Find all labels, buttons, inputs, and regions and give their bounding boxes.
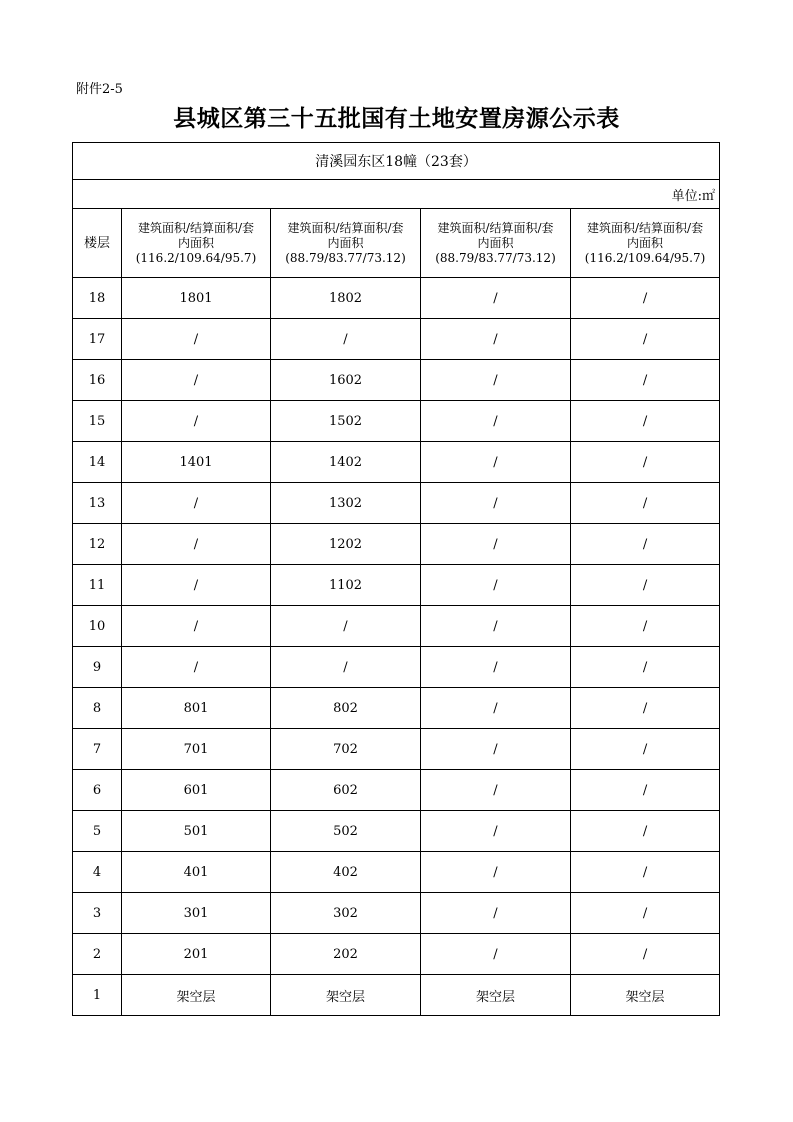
unit-cell: /	[122, 565, 271, 606]
floor-cell: 15	[73, 401, 122, 442]
unit-cell: /	[122, 647, 271, 688]
unit-cell: /	[122, 360, 271, 401]
unit-label: 单位:㎡	[73, 180, 720, 209]
unit-cell: /	[421, 934, 571, 975]
header-col4-line3: (116.2/109.64/95.7)	[584, 250, 706, 265]
header-col4	[571, 209, 720, 278]
unit-cell: /	[421, 483, 571, 524]
header-col3	[421, 209, 571, 278]
unit-cell: 1302	[271, 483, 421, 524]
unit-cell: /	[571, 565, 720, 606]
unit-cell: 1401	[122, 442, 271, 483]
unit-cell: 架空层	[571, 975, 720, 1016]
unit-cell: /	[271, 319, 421, 360]
floor-cell: 5	[73, 811, 122, 852]
unit-cell: 601	[122, 770, 271, 811]
header-col4-line2: 内面积	[627, 235, 664, 250]
floor-cell: 14	[73, 442, 122, 483]
unit-cell: /	[571, 483, 720, 524]
table-row	[73, 729, 720, 770]
unit-cell: 1102	[271, 565, 421, 606]
unit-cell: /	[122, 606, 271, 647]
floor-cell: 11	[73, 565, 122, 606]
table-row	[73, 647, 720, 688]
table-row	[73, 811, 720, 852]
unit-cell: /	[421, 524, 571, 565]
unit-cell: /	[421, 729, 571, 770]
floor-cell: 8	[73, 688, 122, 729]
header-col4-line1: 建筑面积/结算面积/套	[586, 220, 704, 235]
unit-cell: /	[421, 401, 571, 442]
header-col3-line1: 建筑面积/结算面积/套	[437, 220, 554, 235]
unit-cell: 架空层	[421, 975, 571, 1016]
unit-cell: /	[421, 319, 571, 360]
floor-cell: 2	[73, 934, 122, 975]
unit-cell: /	[571, 606, 720, 647]
table-row	[73, 319, 720, 360]
unit-cell: /	[571, 811, 720, 852]
unit-cell: 1802	[271, 278, 421, 319]
unit-cell: 202	[271, 934, 421, 975]
table-row	[73, 360, 720, 401]
table-row	[73, 278, 720, 319]
housing-table	[72, 142, 720, 1016]
unit-cell: 701	[122, 729, 271, 770]
unit-cell: 1801	[122, 278, 271, 319]
header-col3-line2: 内面积	[477, 235, 514, 250]
floor-cell: 1	[73, 975, 122, 1016]
unit-cell: 架空层	[122, 975, 271, 1016]
table-row	[73, 893, 720, 934]
table-row	[73, 401, 720, 442]
header-col1	[122, 209, 271, 278]
unit-cell: 201	[122, 934, 271, 975]
table-row	[73, 442, 720, 483]
floor-cell: 10	[73, 606, 122, 647]
unit-cell: /	[421, 360, 571, 401]
table-row	[73, 688, 720, 729]
unit-cell: /	[421, 893, 571, 934]
floor-cell: 17	[73, 319, 122, 360]
table-row	[73, 975, 720, 1016]
unit-cell: 802	[271, 688, 421, 729]
header-col1-line2: 内面积	[177, 235, 214, 250]
header-row	[73, 209, 720, 278]
floor-cell: 12	[73, 524, 122, 565]
table-subtitle: 清溪园东区18幢（23套）	[73, 143, 720, 180]
unit-cell: /	[571, 729, 720, 770]
unit-cell: /	[122, 319, 271, 360]
header-col1-line3: (116.2/109.64/95.7)	[135, 250, 257, 265]
unit-cell: /	[571, 688, 720, 729]
unit-cell: 1202	[271, 524, 421, 565]
unit-cell: 401	[122, 852, 271, 893]
unit-cell: /	[571, 319, 720, 360]
table-row	[73, 483, 720, 524]
unit-cell: /	[571, 647, 720, 688]
floor-cell: 18	[73, 278, 122, 319]
floor-cell: 4	[73, 852, 122, 893]
table-row	[73, 565, 720, 606]
floor-cell: 3	[73, 893, 122, 934]
unit-cell: 501	[122, 811, 271, 852]
unit-cell: /	[122, 524, 271, 565]
unit-cell: /	[571, 524, 720, 565]
unit-cell: /	[122, 483, 271, 524]
unit-cell: 301	[122, 893, 271, 934]
floor-cell: 9	[73, 647, 122, 688]
page-title: 县城区第三十五批国有土地安置房源公示表	[173, 105, 620, 132]
unit-cell: 502	[271, 811, 421, 852]
header-col2	[271, 209, 421, 278]
floor-cell: 13	[73, 483, 122, 524]
unit-cell: 602	[271, 770, 421, 811]
unit-cell: 1502	[271, 401, 421, 442]
floor-cell: 7	[73, 729, 122, 770]
unit-cell: /	[122, 401, 271, 442]
unit-cell: /	[571, 360, 720, 401]
table-row	[73, 770, 720, 811]
floor-cell: 6	[73, 770, 122, 811]
unit-cell: 302	[271, 893, 421, 934]
unit-cell: /	[421, 852, 571, 893]
unit-cell: /	[571, 934, 720, 975]
unit-cell: /	[271, 606, 421, 647]
unit-cell: 1402	[271, 442, 421, 483]
unit-cell: /	[421, 565, 571, 606]
table-row	[73, 524, 720, 565]
header-col2-line1: 建筑面积/结算面积/套	[287, 220, 404, 235]
unit-cell: /	[571, 852, 720, 893]
unit-cell: /	[571, 442, 720, 483]
unit-cell: /	[421, 688, 571, 729]
unit-cell: /	[421, 770, 571, 811]
table-row	[73, 852, 720, 893]
unit-cell: 702	[271, 729, 421, 770]
header-floor: 楼层	[73, 209, 122, 278]
header-col2-line3: (88.79/83.77/73.12)	[285, 250, 406, 265]
unit-cell: /	[421, 278, 571, 319]
unit-cell: /	[271, 647, 421, 688]
table-row	[73, 934, 720, 975]
unit-cell: 1602	[271, 360, 421, 401]
header-col2-line2: 内面积	[327, 235, 364, 250]
unit-cell: /	[571, 893, 720, 934]
header-col1-line1: 建筑面积/结算面积/套	[137, 220, 255, 235]
unit-cell: 402	[271, 852, 421, 893]
unit-cell: /	[421, 442, 571, 483]
unit-cell: /	[421, 811, 571, 852]
unit-cell: /	[421, 647, 571, 688]
table-row	[73, 606, 720, 647]
unit-cell: /	[571, 278, 720, 319]
attachment-label: 附件2-5	[76, 82, 123, 97]
header-col3-line3: (88.79/83.77/73.12)	[435, 250, 556, 265]
floor-cell: 16	[73, 360, 122, 401]
unit-cell: /	[421, 606, 571, 647]
unit-cell: /	[571, 401, 720, 442]
unit-cell: 801	[122, 688, 271, 729]
unit-cell: /	[571, 770, 720, 811]
unit-cell: 架空层	[271, 975, 421, 1016]
